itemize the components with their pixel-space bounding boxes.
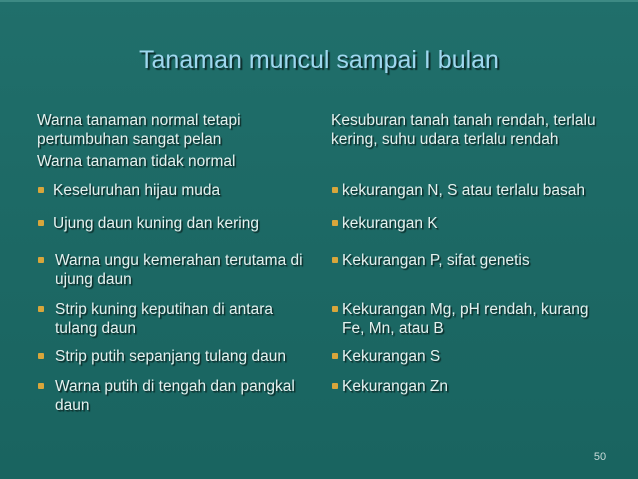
- left-item: Warna ungu kemerahan terutama di: [55, 252, 303, 269]
- bullet-icon: [332, 383, 338, 389]
- right-header-line-1: Kesuburan tanah tanah rendah, terlalu: [331, 112, 596, 129]
- bullet-icon: [332, 257, 338, 263]
- left-item: ujung daun: [55, 271, 132, 288]
- right-item: Kekurangan Mg, pH rendah, kurang: [342, 301, 589, 318]
- bullet-icon: [332, 220, 338, 226]
- slide-title: Tanaman muncul sampai I bulan: [139, 46, 499, 74]
- bullet-icon: [38, 257, 44, 263]
- left-header-line-3: Warna tanaman tidak normal: [37, 153, 236, 170]
- right-item: Kekurangan Zn: [342, 378, 448, 395]
- right-item: Kekurangan P, sifat genetis: [342, 252, 530, 269]
- left-item: Strip kuning keputihan di antara: [55, 301, 274, 318]
- left-item: tulang daun: [55, 320, 137, 337]
- left-item: Keseluruhan hijau muda: [53, 182, 221, 199]
- right-item: Fe, Mn, atau B: [342, 320, 444, 337]
- bullet-icon: [38, 220, 44, 226]
- right-item: Kekurangan S: [342, 348, 441, 365]
- left-item: Ujung daun kuning dan kering: [53, 215, 259, 232]
- bullet-icon: [332, 353, 338, 359]
- left-item: daun: [55, 397, 90, 414]
- top-divider: [0, 0, 638, 2]
- bullet-icon: [38, 306, 44, 312]
- left-item: Strip putih sepanjang tulang daun: [55, 348, 286, 365]
- bullet-icon: [38, 353, 44, 359]
- right-item: kekurangan N, S atau terlalu basah: [342, 182, 585, 199]
- bullet-icon: [38, 383, 44, 389]
- bullet-icon: [332, 187, 338, 193]
- left-item: Warna putih di tengah dan pangkal: [55, 378, 295, 395]
- bullet-icon: [38, 187, 44, 193]
- right-item: kekurangan K: [342, 215, 438, 232]
- page-number: 50: [593, 451, 607, 463]
- left-header-line-1: Warna tanaman normal tetapi: [37, 112, 241, 129]
- bullet-icon: [332, 306, 338, 312]
- right-header-line-2: kering, suhu udara terlalu rendah: [331, 131, 559, 148]
- left-header-line-2: pertumbuhan sangat pelan: [37, 131, 222, 148]
